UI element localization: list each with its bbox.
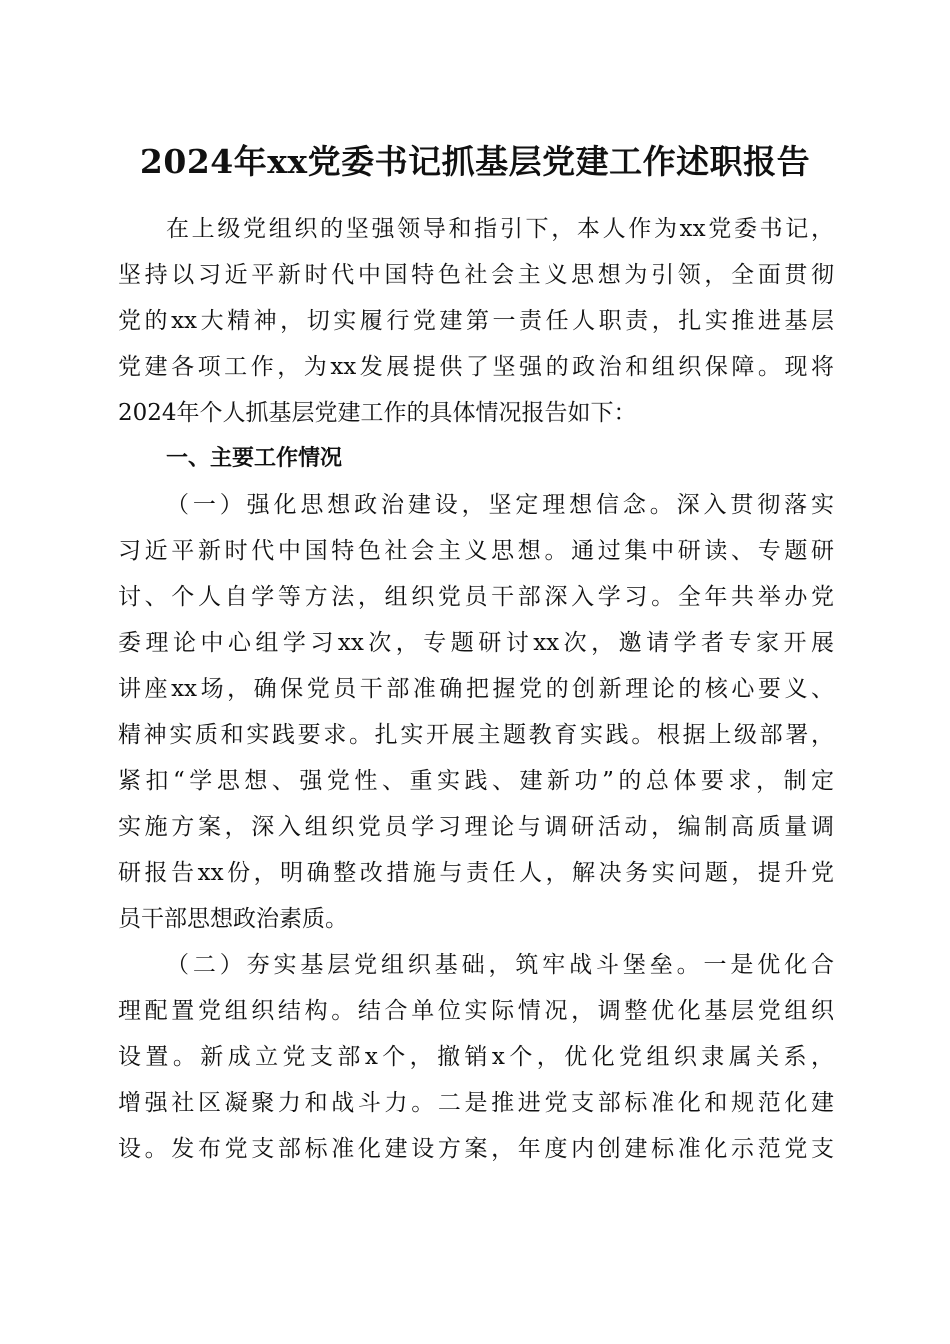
paragraph-line: 员干部思想政治素质。	[118, 906, 348, 932]
document-body	[118, 206, 834, 1172]
paragraph-line: 党建各项工作，为xx发展提供了坚强的政治和组织保障。现将	[118, 354, 834, 380]
paragraph-line: 研报告xx份，明确整改措施与责任人，解决务实问题，提升党	[118, 860, 834, 886]
paragraph-line: 精神实质和实践要求。扎实开展主题教育实践。根据上级部署，	[118, 722, 834, 748]
paragraph-line: 习近平新时代中国特色社会主义思想。通过集中研读、专题研	[118, 538, 834, 564]
section-heading: 一、主要工作情况	[166, 446, 343, 471]
paragraph-line: （一）强化思想政治建设，坚定理想信念。深入贯彻落实	[166, 492, 834, 518]
paragraph-line: 理配置党组织结构。结合单位实际情况，调整优化基层党组织	[118, 998, 834, 1024]
paragraph-line: 在上级党组织的坚强领导和指引下，本人作为xx党委书记，	[166, 216, 834, 242]
paragraph-line: 设置。新成立党支部x个，撤销x个，优化党组织隶属关系，	[118, 1044, 834, 1070]
paragraph-line: 实施方案，深入组织党员学习理论与调研活动，编制高质量调	[118, 814, 834, 840]
document-title: 2024年xx党委书记抓基层党建工作述职报告	[139, 142, 811, 181]
paragraph-line: 坚持以习近平新时代中国特色社会主义思想为引领，全面贯彻	[118, 262, 834, 288]
paragraph-line: （二）夯实基层党组织基础，筑牢战斗堡垒。一是优化合	[166, 952, 834, 978]
paragraph-line: 党的xx大精神，切实履行党建第一责任人职责，扎实推进基层	[118, 308, 834, 334]
paragraph-line: 讨、个人自学等方法，组织党员干部深入学习。全年共举办党	[118, 584, 834, 610]
paragraph-line: 委理论中心组学习xx次，专题研讨xx次，邀请学者专家开展	[118, 630, 834, 656]
paragraph-line: 2024年个人抓基层党建工作的具体情况报告如下：	[118, 400, 637, 426]
paragraph-line: 讲座xx场，确保党员干部准确把握党的创新理论的核心要义、	[118, 676, 834, 702]
paragraph-line: 设。发布党支部标准化建设方案，年度内创建标准化示范党支	[118, 1136, 834, 1162]
paragraph-line: 紧扣“学思想、强党性、重实践、建新功”的总体要求，制定	[118, 768, 834, 794]
paragraph-line: 增强社区凝聚力和战斗力。二是推进党支部标准化和规范化建	[118, 1090, 834, 1116]
